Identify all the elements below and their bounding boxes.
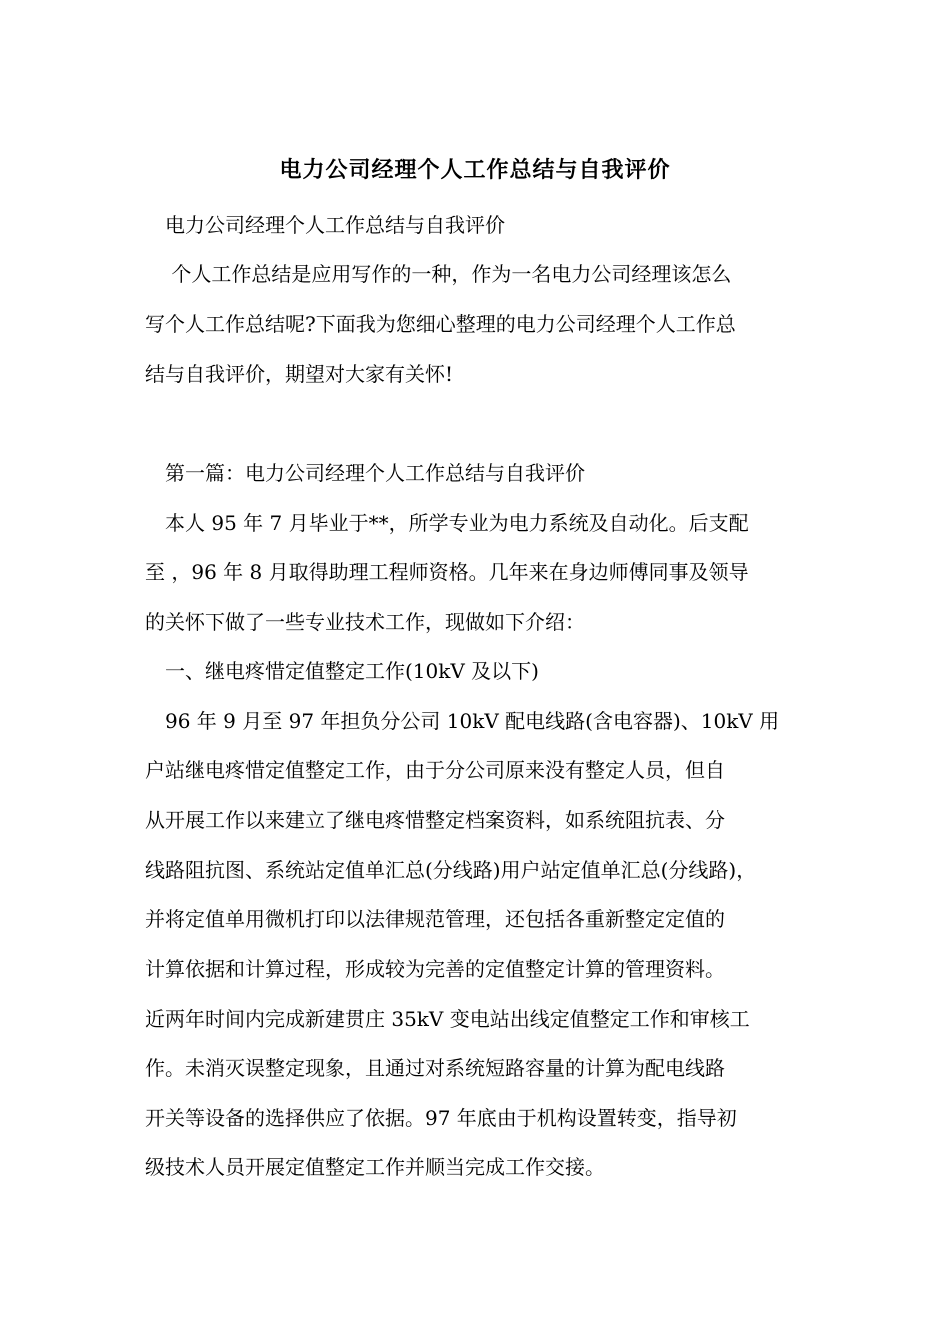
document-title: 电力公司经理个人工作总结与自我评价: [279, 157, 671, 183]
subsection-heading: 一、继电疼惜定值整定工作(10kV 及以下): [145, 659, 539, 683]
section-heading: 第一篇：电力公司经理个人工作总结与自我评价: [145, 461, 585, 485]
paragraph-line: 开关等设备的选择供应了依据。97 年底由于机构设置转变，指导初: [145, 1106, 737, 1130]
paragraph-line: 级技术人员开展定值整定工作并顺当完成工作交接。: [145, 1155, 605, 1179]
paragraph-line: 结与自我评价，期望对大家有关怀!: [145, 362, 454, 386]
paragraph-line: 从开展工作以来建立了继电疼惜整定档案资料，如系统阻抗表、分: [145, 808, 725, 832]
paragraph-line: 并将定值单用微机打印以法律规范管理，还包括各重新整定定值的: [145, 907, 725, 931]
paragraph-line: 近两年时间内完成新建贯庄 35kV 变电站出线定值整定工作和审核工: [145, 1007, 750, 1031]
paragraph-line: 的关怀下做了一些专业技术工作，现做如下介绍：: [145, 610, 585, 634]
paragraph-line: 96 年 9 月至 97 年担负分公司 10kV 配电线路(含电容器)、10kV 用: [145, 709, 780, 733]
paragraph-line: 至 ，96 年 8 月取得助理工程师资格。几年来在身边师傅同事及领导: [145, 560, 749, 584]
paragraph-line: 写个人工作总结呢?下面我为您细心整理的电力公司经理个人工作总: [145, 312, 736, 336]
paragraph-line: 线路阻抗图、系统站定值单汇总(分线路)用户站定值单汇总(分线路)，: [145, 858, 757, 882]
paragraph-line: 电力公司经理个人工作总结与自我评价: [145, 213, 505, 237]
paragraph-line: 作。未消灭误整定现象，且通过对系统短路容量的计算为配电线路: [145, 1056, 725, 1080]
paragraph-line: 计算依据和计算过程，形成较为完善的定值整定计算的管理资料。: [145, 957, 725, 981]
paragraph-line: 个人工作总结是应用写作的一种，作为一名电力公司经理该怎么: [145, 262, 732, 286]
paragraph-line: 本人 95 年 7 月毕业于**，所学专业为电力系统及自动化。后支配: [145, 511, 749, 535]
paragraph-line: 户站继电疼惜定值整定工作，由于分公司原来没有整定人员，但自: [145, 758, 725, 782]
